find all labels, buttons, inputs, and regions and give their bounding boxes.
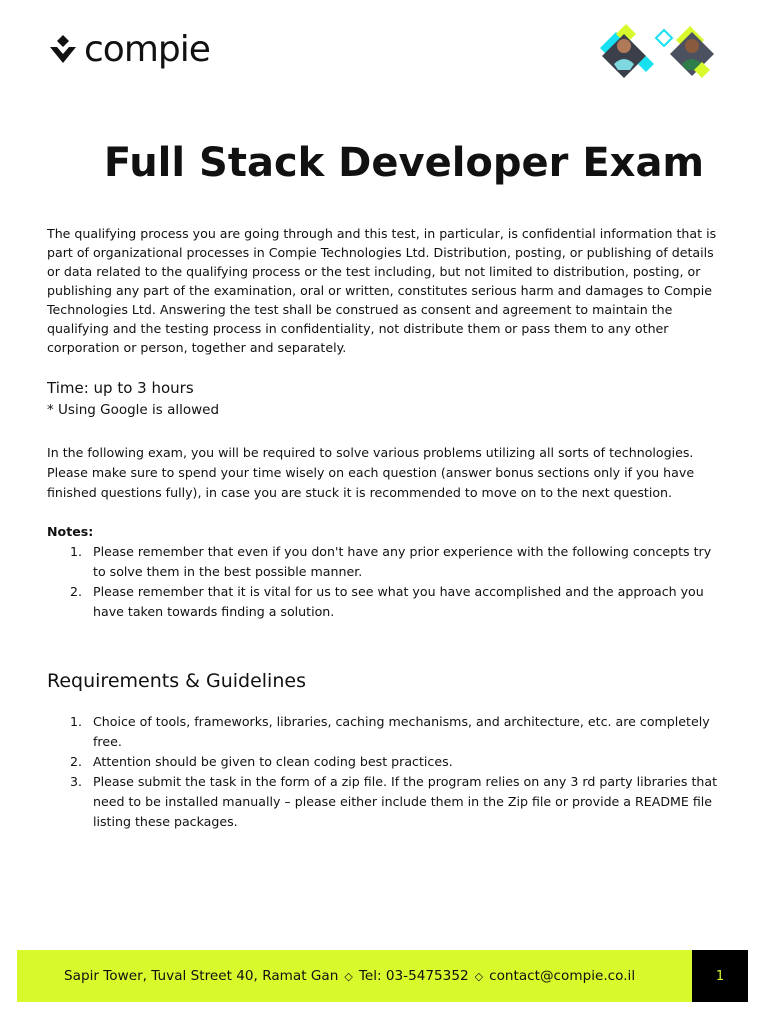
diamond-separator-icon: ◇ [344, 969, 353, 983]
logo-text: compie [84, 29, 210, 70]
page-title: Full Stack Developer Exam [103, 140, 705, 186]
list-text: Please remember that even if you don't have any prior experience with the following concepts try to solve them in the best possible manner. [93, 544, 712, 579]
list-text: Please remember that it is vital for us to see what you have accomplished and the approach you have taken towards finding a solution. [93, 584, 704, 619]
list-item [47, 712, 721, 752]
person-left-head-icon [617, 39, 631, 53]
footer-phone: Tel: 03-5475352 [358, 968, 469, 984]
list-number: 3. [70, 774, 83, 789]
page-footer [17, 950, 748, 1002]
footer-address: Sapir Tower, Tuval Street 40, Ramat Gan [64, 968, 339, 984]
list-text: Attention should be given to clean coding best practices. [93, 754, 453, 769]
list-item [47, 582, 721, 622]
notes-list [47, 542, 721, 622]
list-number: 1. [70, 714, 83, 729]
footer-email[interactable]: contact@compie.co.il [489, 968, 636, 984]
list-number: 2. [70, 584, 83, 599]
confidentiality-paragraph: The qualifying process you are going through and this test, in particular, is confidential information that is part of organizational processes in Compie Technologies Ltd. Distribution, posting, or publishing of details or data related to the qualifying process or the test including, but not limited to distribution, posting, or publishing any part of the examination, oral or written, constitutes serious harm and damages to Compie Technologies Ltd. Answering the test shall be construed as consent and agreement to maintain the qualifying and the testing process in confidentiality, not distribute them or pass them to any other corporation or person, together and separately. [47, 226, 717, 355]
person-right-head-icon [685, 39, 699, 53]
list-item [47, 752, 721, 772]
compie-logo-mark-icon [48, 33, 78, 67]
list-number: 1. [70, 544, 83, 559]
outline-diamond [656, 30, 672, 46]
requirements-list [47, 712, 721, 832]
decorative-diamonds-graphic [594, 20, 724, 82]
list-item [47, 542, 721, 582]
compie-logo [48, 30, 210, 70]
list-number: 2. [70, 754, 83, 769]
page-number: 1 [692, 950, 748, 1002]
instructions-paragraph: In the following exam, you will be required to solve various problems utilizing all sorts of technologies. Please make sure to spend your time wisely on each question (answer bonus sections only if you have finished questions fully), in case you are stuck it is recommended to move on to the next question. [47, 445, 695, 500]
google-allowed-note: * Using Google is allowed [47, 402, 220, 418]
requirements-heading: Requirements & Guidelines [47, 670, 306, 692]
list-text: Choice of tools, frameworks, libraries, caching mechanisms, and architecture, etc. are completely free. [93, 714, 710, 749]
list-text: Please submit the task in the form of a zip file. If the program relies on any 3 rd party libraries that need to be installed manually – please either include them in the Zip file or provide a README file listing these packages. [93, 774, 718, 829]
notes-label: Notes: [47, 524, 94, 539]
footer-contact-bar [17, 950, 692, 1002]
list-item [47, 772, 721, 832]
time-limit: Time: up to 3 hours [47, 379, 194, 397]
diamond-separator-icon: ◇ [474, 969, 484, 983]
